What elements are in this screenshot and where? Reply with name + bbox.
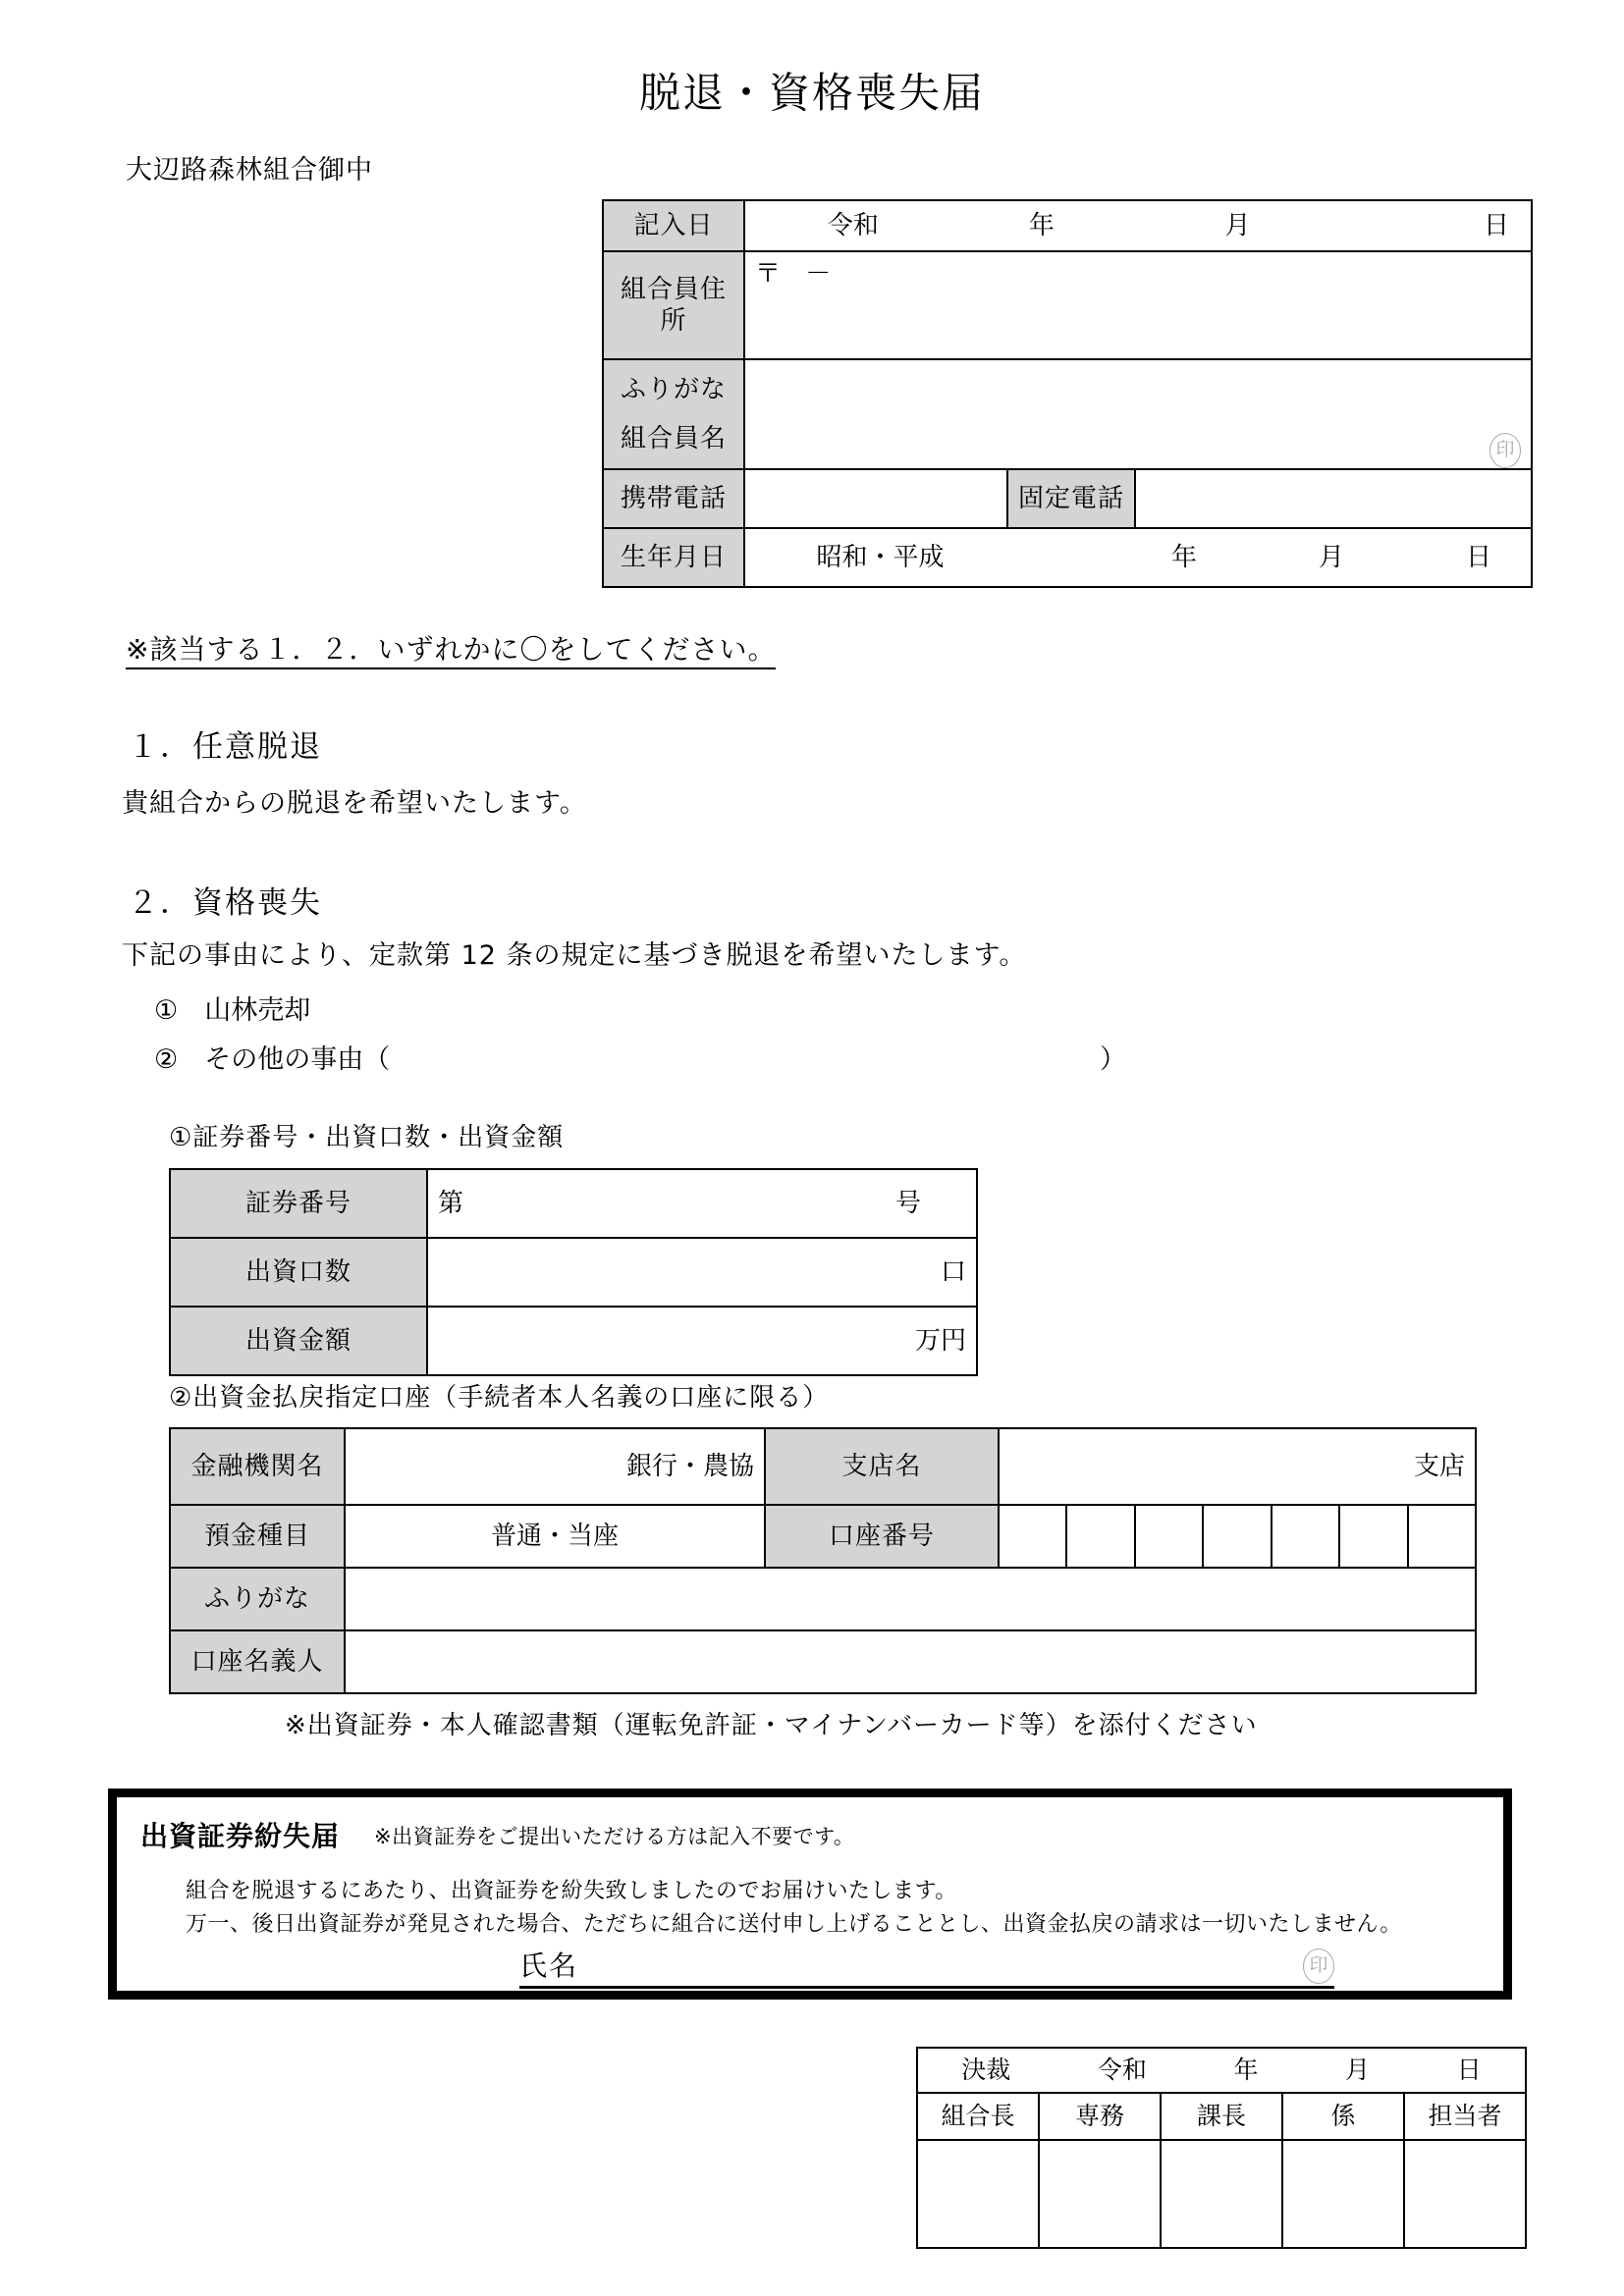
birthdate-label: 生年月日 (603, 528, 744, 587)
entry-date-month-unit: 月 (1224, 210, 1251, 240)
certificate-section-label: ①証券番号・出資口数・出資金額 (169, 1123, 565, 1152)
cert-amount-value[interactable]: 万円 (427, 1307, 977, 1375)
lost-certificate-signature-line[interactable] (519, 1945, 1334, 1989)
account-digit-cell[interactable] (1340, 1506, 1408, 1567)
table-row (170, 1307, 977, 1375)
cert-number-label: 証券番号 (170, 1169, 427, 1238)
entry-date-year-unit: 年 (1028, 210, 1055, 240)
postal-dash: － (805, 259, 832, 289)
attachment-note: ※出資証券・本人確認書類（運転免許証・マイナンバーカード等）を添付ください (285, 1711, 1258, 1740)
account-digit-cell[interactable] (1272, 1506, 1340, 1567)
birthdate-eras: 昭和・平成 (816, 542, 945, 572)
section1-heading[interactable]: １．任意脱退 (128, 729, 322, 765)
table-row (170, 1505, 1476, 1568)
table-row-approval-stamps (917, 2140, 1526, 2248)
lost-certificate-line-2: 万一、後日出資証券が発見された場合、ただちに組合に送付申し上げることとし、出資金払戻の請求は一切いたしません。 (186, 1912, 1402, 1937)
approval-stamp-cell[interactable] (1282, 2140, 1404, 2248)
table-row-approval-roles (917, 2093, 1526, 2140)
account-holder-label: 口座名義人 (170, 1630, 345, 1693)
table-row-entry-date (603, 200, 1532, 251)
birthdate-day-unit: 日 (1465, 542, 1491, 572)
account-digit-cell[interactable] (1409, 1506, 1475, 1567)
approval-stamp-cell[interactable] (1039, 2140, 1161, 2248)
section1-body: 貴組合からの脱退を希望いたします。 (122, 788, 587, 819)
approval-day-unit: 日 (1456, 2056, 1482, 2085)
applicant-info-table (602, 199, 1533, 588)
approval-era: 令和 (1097, 2056, 1147, 2085)
member-name-label-text: 組合員名 (620, 424, 727, 454)
table-row-address (603, 251, 1532, 359)
cert-number-prefix: 第 (438, 1188, 464, 1218)
member-name-label (603, 359, 744, 469)
cert-units-value[interactable]: 口 (427, 1238, 977, 1307)
approval-date-row[interactable] (917, 2048, 1526, 2093)
account-kana-value[interactable] (345, 1568, 1476, 1630)
certificate-table (169, 1168, 978, 1376)
approval-table (916, 2047, 1527, 2249)
entry-date-value[interactable] (744, 200, 1532, 251)
section2-item-2-close-paren: ） (1100, 1044, 1126, 1075)
cert-units-label: 出資口数 (170, 1238, 427, 1307)
approval-role-tantosha: 担当者 (1404, 2093, 1526, 2140)
section2-item-1[interactable]: ① 山林売却 (154, 995, 311, 1026)
postal-mark-icon: 〒 (755, 259, 782, 289)
member-name-value[interactable] (744, 359, 1532, 469)
address-label: 組合員住所 (603, 251, 744, 359)
institution-label: 金融機関名 (170, 1428, 345, 1505)
table-row-name (603, 359, 1532, 469)
lost-certificate-subtitle: ※出資証券をご提出いただける方は記入不要です。 (374, 1825, 855, 1848)
section2-body: 下記の事由により、定款第 12 条の規定に基づき脱退を希望いたします。 (122, 940, 1027, 971)
table-row-approval-date (917, 2048, 1526, 2093)
account-digit-cell[interactable] (1000, 1506, 1067, 1567)
approval-stamp-cell[interactable] (1404, 2140, 1526, 2248)
approval-role-senmu: 専務 (1039, 2093, 1161, 2140)
table-row-birthdate (603, 528, 1532, 587)
address-value[interactable] (744, 251, 1532, 359)
deposit-type-value[interactable]: 普通・当座 (345, 1505, 765, 1568)
branch-value[interactable] (999, 1428, 1476, 1505)
account-holder-value[interactable] (345, 1630, 1476, 1693)
branch-label: 支店名 (765, 1428, 999, 1505)
member-kana-label: ふりがな (620, 374, 727, 404)
approval-title: 決裁 (961, 2056, 1011, 2085)
cert-amount-label: 出資金額 (170, 1307, 427, 1375)
table-row (170, 1568, 1476, 1630)
deposit-type-label: 預金種目 (170, 1505, 345, 1568)
approval-year-unit: 年 (1233, 2056, 1259, 2085)
table-row (170, 1238, 977, 1307)
account-number-cells[interactable] (999, 1505, 1476, 1568)
approval-stamp-cell[interactable] (1161, 2140, 1282, 2248)
account-kana-label: ふりがな (170, 1568, 345, 1630)
account-number-label: 口座番号 (765, 1505, 999, 1568)
seal-icon: 印 (1489, 433, 1521, 468)
account-digit-cell[interactable] (1136, 1506, 1204, 1567)
cert-number-value[interactable] (427, 1169, 977, 1238)
approval-role-kakari: 係 (1282, 2093, 1404, 2140)
selection-notice: ※該当する１．２．いずれかに〇をしてください。 (126, 636, 776, 669)
table-row (170, 1428, 1476, 1505)
approval-role-chief: 組合長 (917, 2093, 1039, 2140)
birthdate-value[interactable] (744, 528, 1532, 587)
mobile-phone-label: 携帯電話 (603, 469, 744, 528)
addressee-text: 大辺路森林組合御中 (126, 155, 373, 186)
lost-certificate-title: 出資証券紛失届 (140, 1820, 341, 1852)
birthdate-year-unit: 年 (1170, 542, 1197, 572)
page-title: 脱退・資格喪失届 (638, 69, 985, 117)
table-row (170, 1169, 977, 1238)
approval-month-unit: 月 (1345, 2056, 1371, 2085)
mobile-phone-value[interactable] (744, 469, 1007, 528)
account-digit-cell[interactable] (1204, 1506, 1272, 1567)
entry-date-day-unit: 日 (1483, 210, 1509, 240)
bank-section-label: ②出資金払戻指定口座（手続者本人名義の口座に限る） (169, 1383, 830, 1413)
institution-suffix: 銀行・農協 (625, 1451, 754, 1481)
approval-role-kacho: 課長 (1161, 2093, 1282, 2140)
section2-item-2[interactable]: ② その他の事由（ (154, 1044, 391, 1075)
approval-stamp-cell[interactable] (917, 2140, 1039, 2248)
seal-icon: 印 (1303, 1949, 1334, 1984)
branch-suffix: 支店 (1413, 1451, 1465, 1481)
bank-account-table (169, 1427, 1477, 1694)
cert-number-suffix: 号 (894, 1188, 921, 1218)
table-row-phone (603, 469, 1532, 528)
signature-name-label: 氏名 (519, 1949, 579, 1982)
section2-heading[interactable]: ２．資格喪失 (128, 885, 322, 921)
account-digit-cell[interactable] (1067, 1506, 1135, 1567)
lost-certificate-box (108, 1789, 1512, 2000)
landline-phone-value[interactable] (1135, 469, 1532, 528)
lost-certificate-line-1: 組合を脱退するにあたり、出資証券を紛失致しましたのでお届けいたします。 (186, 1879, 957, 1903)
table-row (170, 1630, 1476, 1693)
landline-phone-label: 固定電話 (1007, 469, 1135, 528)
institution-value[interactable] (345, 1428, 765, 1505)
entry-date-label: 記入日 (603, 200, 744, 251)
birthdate-month-unit: 月 (1318, 542, 1344, 572)
entry-date-era: 令和 (827, 210, 879, 240)
